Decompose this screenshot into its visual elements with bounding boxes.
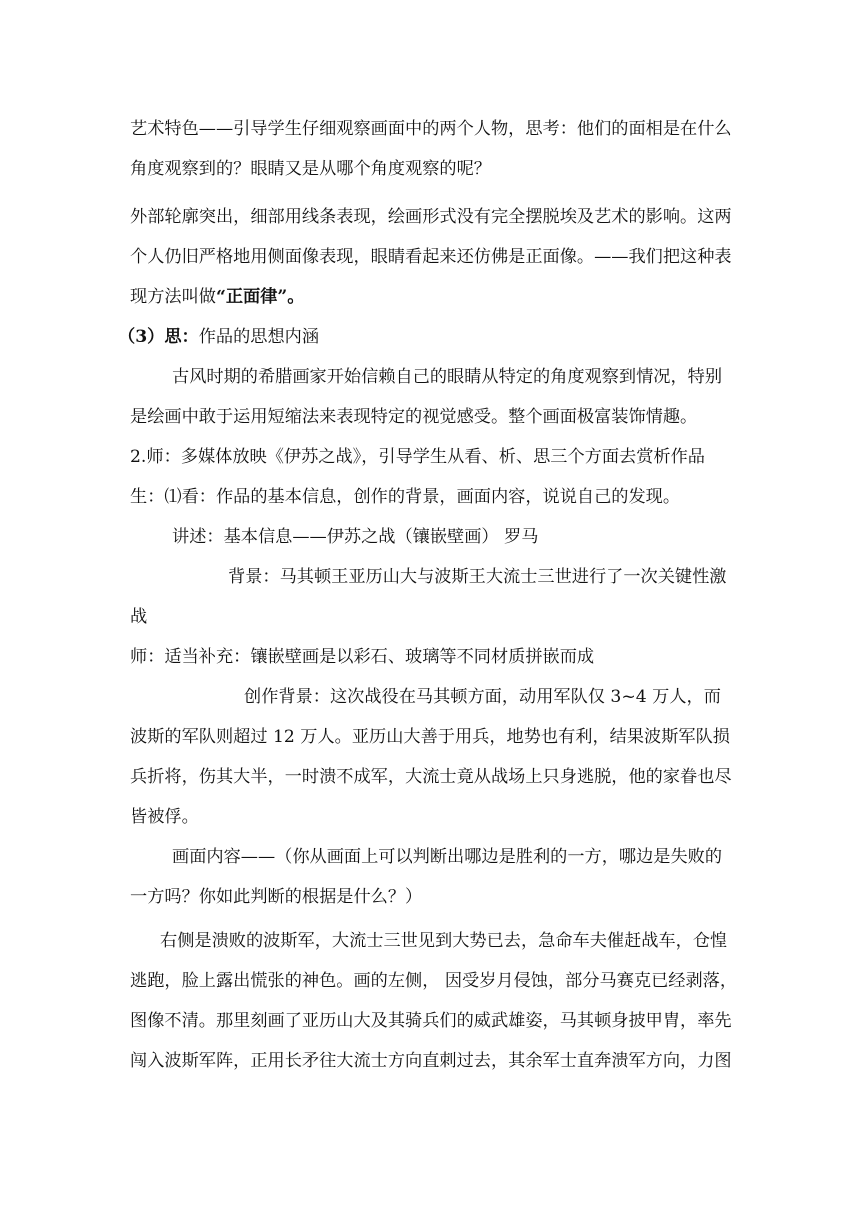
paragraph-line: 闯入波斯军阵，正用长矛往大流士方向直刺过去，其余军士直奔溃军方向，力图: [130, 1051, 732, 1071]
paragraph-line: 图像不清。那里刻画了亚历山大及其骑兵们的威武雄姿，马其顿身披甲胄，率先: [130, 1011, 732, 1031]
paragraph-line: 艺术特色——引导学生仔细观察画面中的两个人物，思考：他们的面相是在什么: [130, 119, 732, 139]
paragraph-line: 画面内容——（你从画面上可以判断出哪边是胜利的一方，哪边是失败的: [172, 847, 723, 867]
paragraph-line: 生：⑴看：作品的基本信息，创作的背景，画面内容，说说自己的发现。: [130, 487, 681, 507]
paragraph-line: 古风时期的希腊画家开始信赖自己的眼睛从特定的角度观察到情况，特别: [172, 367, 723, 387]
paragraph-line: [130, 284, 750, 310]
term-emphasis: “正面律”。: [215, 287, 305, 307]
paragraph-line: 创作背景：这次战役在马其顿方面，动用军队仅 3~4 万人，而: [244, 687, 721, 707]
paragraph-line: 逃跑，脸上露出慌张的神色。画的左侧， 因受岁月侵蚀，部分马赛克已经剥落，: [130, 971, 738, 991]
paragraph-line: 背景：马其顿王亚历山大与波斯王大流士三世进行了一次关键性激: [228, 567, 727, 587]
paragraph-line: 2.师：多媒体放映《伊苏之战》，引导学生从看、析、思三个方面去赏析作品: [130, 447, 705, 467]
paragraph-line: 外部轮廓突出，细部用线条表现，绘画形式没有完全摆脱埃及艺术的影响。这两: [130, 207, 732, 227]
paragraph-line: 个人仍旧严格地用侧面像表现，眼睛看起来还仿佛是正面像。——我们把这种表: [130, 247, 732, 267]
section-heading-label: （3）思：: [118, 327, 199, 347]
paragraph-line: 皆被俘。: [130, 807, 199, 827]
paragraph-line: 战: [130, 607, 148, 627]
paragraph-text: 现方法叫做: [130, 287, 216, 307]
section-heading-line: [118, 324, 738, 350]
paragraph-line: 一方吗？你如此判断的根据是什么？）: [130, 887, 423, 907]
paragraph-line: 是绘画中敢于运用短缩法来表现特定的视觉感受。整个画面极富装饰情趣。: [130, 407, 698, 427]
paragraph-line: 兵折将，伤其大半，一时溃不成军，大流士竟从战场上只身逃脱，他的家眷也尽: [130, 767, 732, 787]
paragraph-line: 右侧是溃败的波斯军，大流士三世见到大势已去，急命车夫催赶战车，仓惶: [160, 931, 728, 951]
paragraph-line: 角度观察到的？眼睛又是从哪个角度观察的呢？: [130, 159, 491, 179]
paragraph-line: 师：适当补充：镶嵌壁画是以彩石、玻璃等不同材质拼嵌而成: [130, 647, 595, 667]
section-heading-text: 作品的思想内涵: [198, 327, 320, 347]
paragraph-line: 讲述：基本信息——伊苏之战（镶嵌壁画） 罗马: [172, 527, 539, 547]
paragraph-line: 波斯的军队则超过 12 万人。亚历山大善于用兵，地势也有利，结果波斯军队损: [130, 727, 730, 747]
